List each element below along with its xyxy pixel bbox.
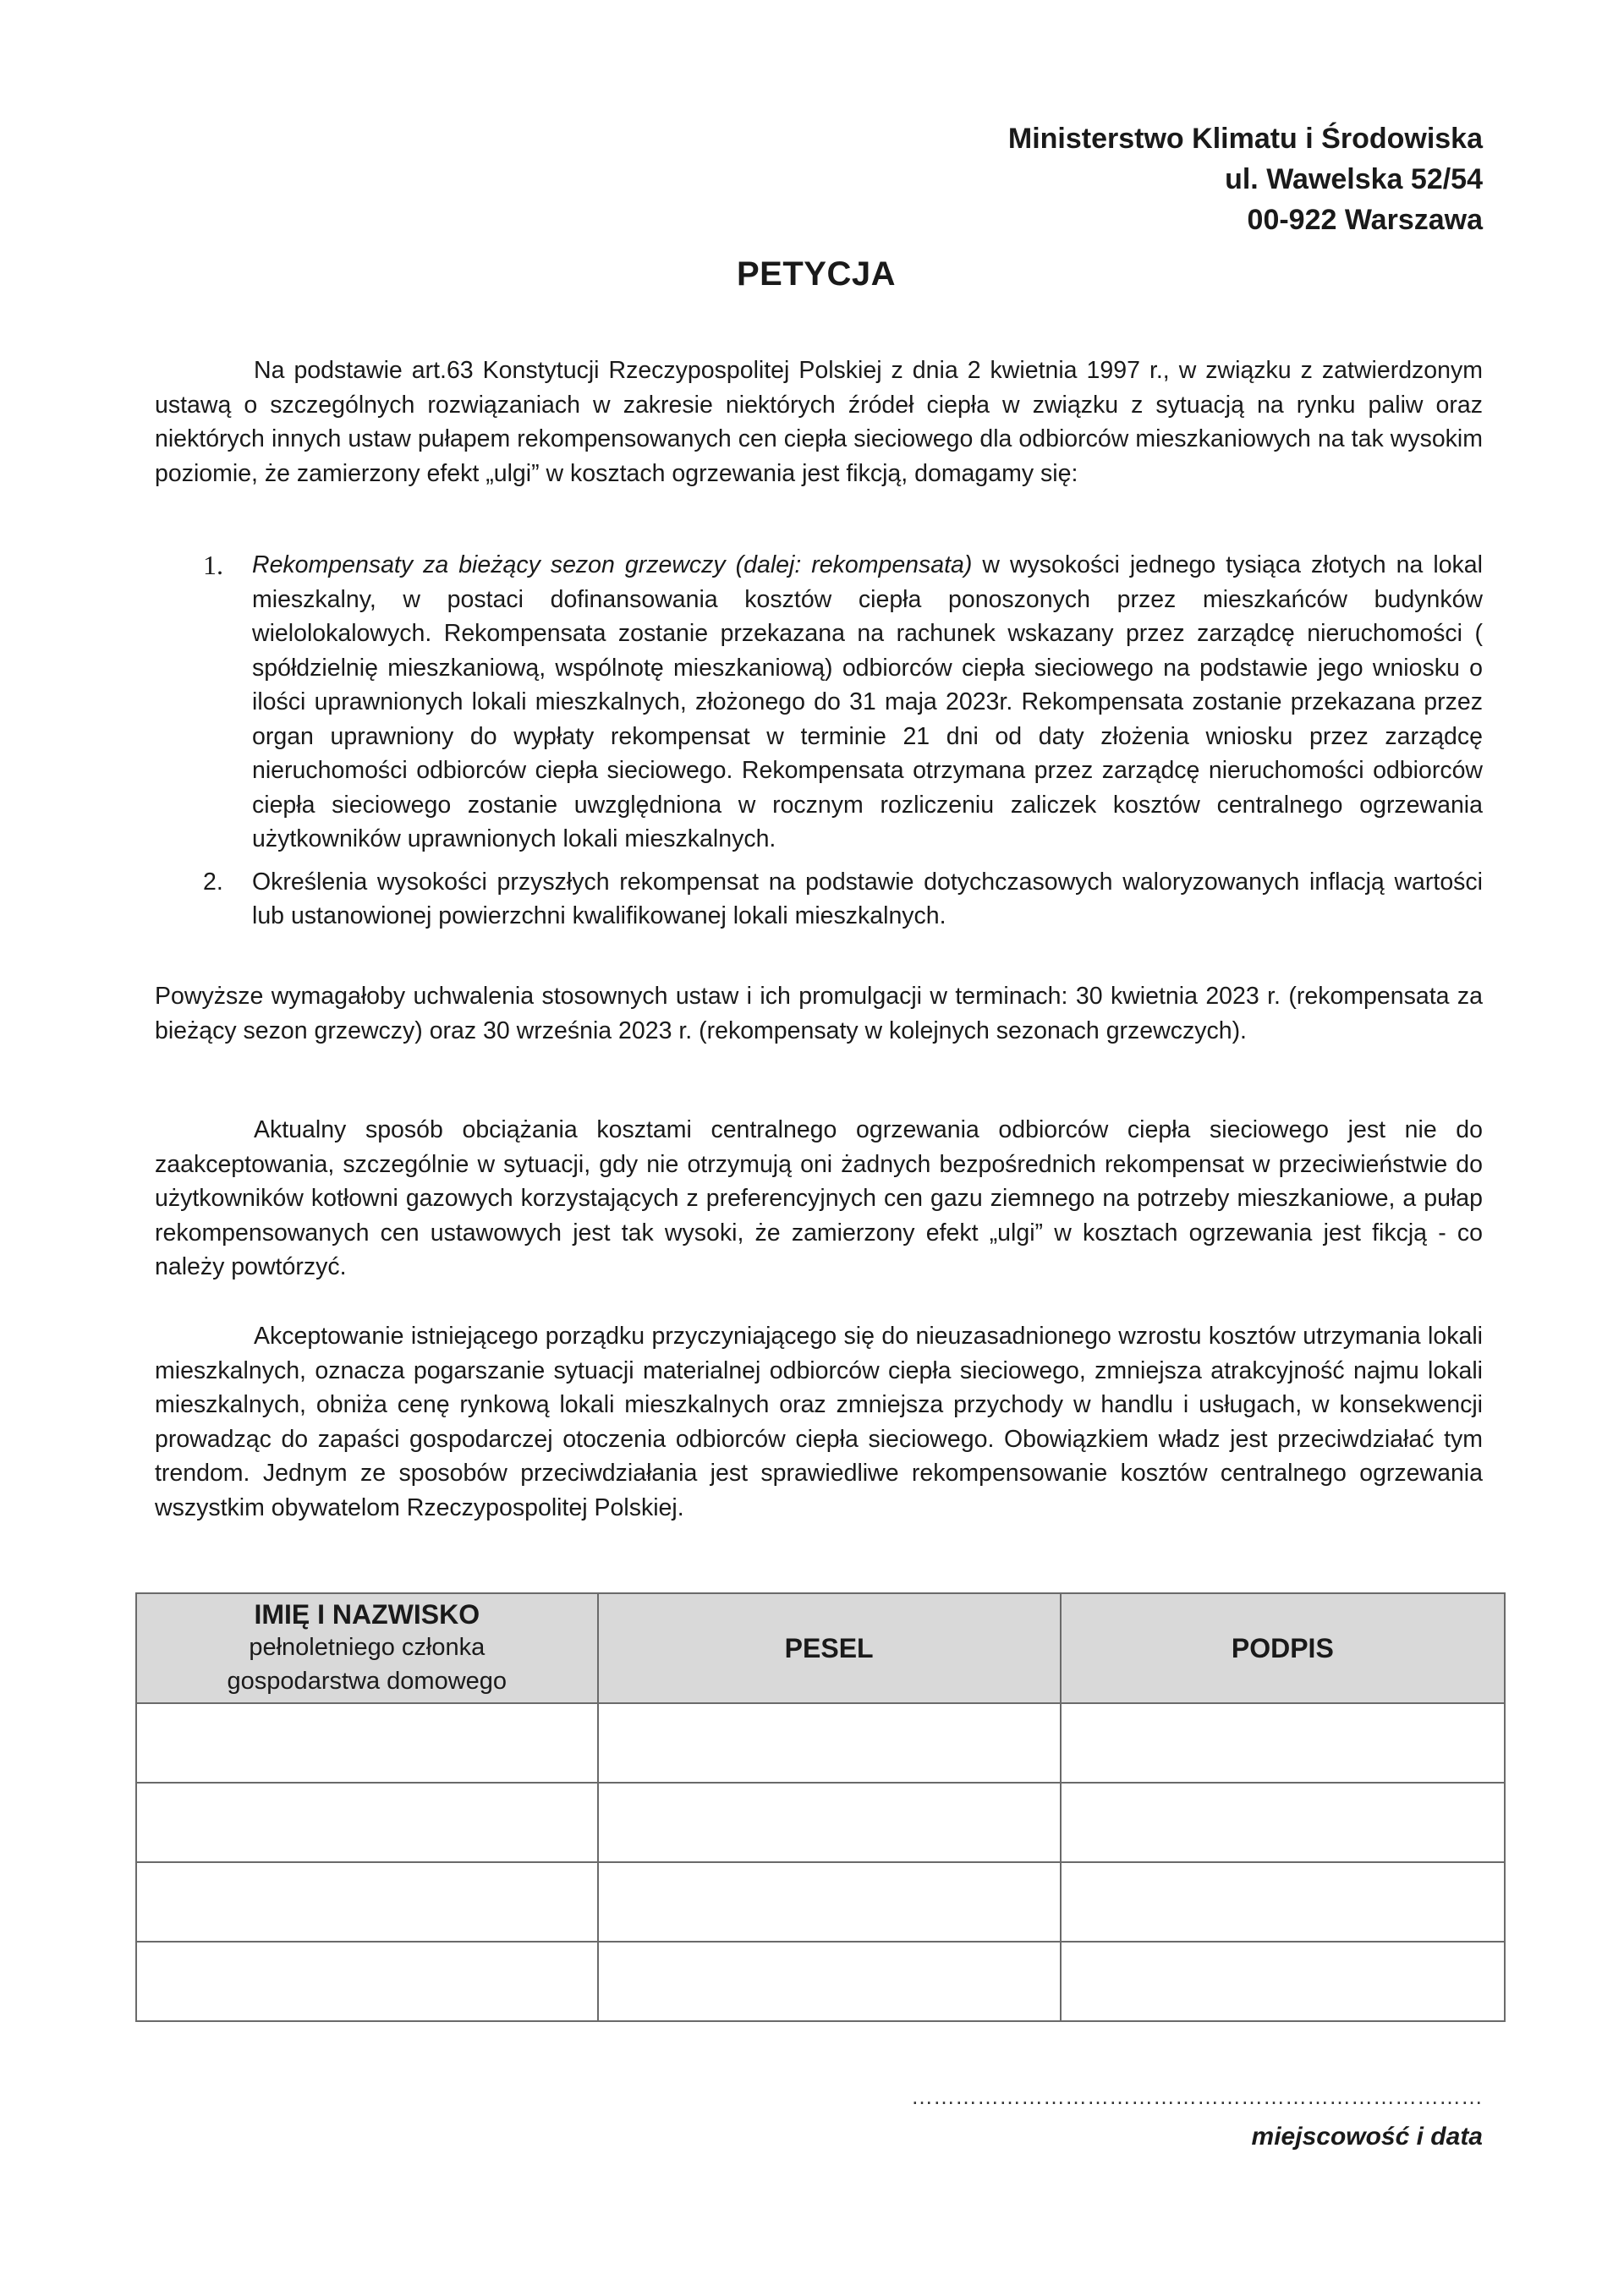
list-item-lead: Rekompensaty za bieżący sezon grzewczy (dalej: rekompensata)	[252, 551, 973, 578]
table-header-row	[136, 1593, 1505, 1703]
pesel-cell[interactable]	[598, 1942, 1061, 2021]
intro-paragraph: Na podstawie art.63 Konstytucji Rzeczypospolitej Polskiej z dnia 2 kwietnia 1997 r., w związku z zatwierdzonym ustawą o szczególnych rozwiązaniach w zakresie niektórych źródeł ciepła w związku z sytuacją na rynku paliw oraz niektórych innych ustaw pułapem rekompensowanych cen ciepła sieciowego dla odbiorców mieszkaniowych na tak wysokim poziomie, że zamierzony efekt „ulgi” w kosztach ogrzewania jest fikcją, domagamy się:	[155, 357, 1483, 487]
list-item-text: w wysokości jednego tysiąca złotych na lokal mieszkalny, w postaci dofinansowania kosztów ciepła ponoszonych przez mieszkańców budynków wielolokalowych. Rekompensata zostanie przekazana na rachunek wskazany przez zarządcę nieruchomości ( spółdzielnię mieszkaniową, wspólnotę mieszkaniową) odbiorców ciepła sieciowego na podstawie jego wniosku o ilości uprawnionych lokali mieszkalnych, złożonego do 31 maja 2023r. Rekompensata zostanie przekazana przez organ uprawniony do wypłaty rekompensat w terminie 21 dni od daty złożenia wniosku przez zarządcę nieruchomości odbiorców ciepła sieciowego. Rekompensata otrzymana przez zarządcę nieruchomości odbiorców ciepła sieciowego zostanie uwzględniona w rocznym rozliczeniu zaliczek kosztów centralnego ogrzewania użytkowników uprawnionych lokali mieszkalnych.	[252, 551, 1483, 852]
header-name-sub1: pełnoletniego członka	[249, 1634, 486, 1661]
place-date-caption: miejscowość i data	[1251, 2123, 1483, 2151]
name-cell[interactable]	[136, 1783, 598, 1862]
table-row	[136, 1703, 1505, 1783]
signature-cell[interactable]	[1061, 1783, 1505, 1862]
consequences-paragraph: Akceptowanie istniejącego porządku przyczyniającego się do nieuzasadnionego wzrostu kosztów utrzymania lokali mieszkalnych, oznacza pogarszanie sytuacji materialnej odbiorców ciepła sieciowego, zmniejsza atrakcyjność najmu lokali mieszkalnych, obniża cenę rynkową lokali mieszkalnych oraz zmniejsza przychody w handlu i usługach, w konsekwencji prowadząc do zapaści gospodarczej otoczenia odbiorców ciepła sieciowego. Obowiązkiem władz jest przeciwdziałać tym trendom. Jednym ze sposobów przeciwdziałania jest sprawiedliwe rekompensowanie kosztów centralnego ogrzewania wszystkim obywatelom Rzeczypospolitej Polskiej.	[155, 1323, 1483, 1521]
list-item-text: Określenia wysokości przyszłych rekompensat na podstawie dotychczasowych waloryzowanych inflacją wartości lub ustanowionej powierzchni kwalifikowanej lokali mieszkalnych.	[252, 868, 1483, 929]
place-date-line[interactable]: ……………………………………………………………………	[911, 2084, 1483, 2109]
table-row	[136, 1942, 1505, 2021]
header-pesel: PESEL	[598, 1593, 1061, 1703]
signature-cell[interactable]	[1061, 1703, 1505, 1783]
name-cell[interactable]	[136, 1703, 598, 1783]
list-item	[203, 548, 1483, 857]
demands-list	[203, 548, 1483, 942]
pesel-cell[interactable]	[598, 1862, 1061, 1942]
list-item	[203, 865, 1483, 934]
header-name	[136, 1593, 598, 1703]
table-row	[136, 1862, 1505, 1942]
recipient-city: 00-922 Warszawa	[1247, 204, 1483, 236]
header-name-sub2: gospodarstwa domowego	[227, 1668, 508, 1695]
recipient-street: ul. Wawelska 52/54	[1225, 163, 1483, 195]
signature-cell[interactable]	[1061, 1942, 1505, 2021]
recipient-name: Ministerstwo Klimatu i Środowiska	[1007, 123, 1483, 155]
list-item-number: 2.	[203, 868, 223, 896]
pesel-cell[interactable]	[598, 1703, 1061, 1783]
deadline-paragraph: Powyższe wymagałoby uchwalenia stosownych ustaw i ich promulgacji w terminach: 30 kwietnia 2023 r. (rekompensata za bieżący sezon grzewczy) oraz 30 września 2023 r. (rekompensaty w kolejnych sezonach grzewczych).	[155, 983, 1483, 1044]
header-signature: PODPIS	[1061, 1593, 1505, 1703]
header-name-title: IMIĘ I NAZWISKO	[254, 1599, 480, 1630]
table-row	[136, 1783, 1505, 1862]
pesel-cell[interactable]	[598, 1783, 1061, 1862]
list-item-number: 1.	[203, 550, 223, 580]
current-method-paragraph: Aktualny sposób obciążania kosztami centralnego ogrzewania odbiorców ciepła sieciowego jest nie do zaakceptowania, szczególnie w sytuacji, gdy nie otrzymują oni żadnych bezpośrednich rekompensat w przeciwieństwie do użytkowników kotłowni gazowych korzystających z preferencyjnych cen gazu ziemnego na potrzeby mieszkaniowe, a pułap rekompensowanych cen ustawowych jest tak wysoki, że zamierzony efekt „ulgi” w kosztach ogrzewania jest fikcją - co należy powtórzyć.	[155, 1116, 1483, 1280]
signature-table	[135, 1592, 1506, 2022]
name-cell[interactable]	[136, 1862, 598, 1942]
recipient-address	[1008, 118, 1483, 240]
signature-cell[interactable]	[1061, 1862, 1505, 1942]
name-cell[interactable]	[136, 1942, 598, 2021]
document-title: PETYCJA	[737, 255, 896, 293]
